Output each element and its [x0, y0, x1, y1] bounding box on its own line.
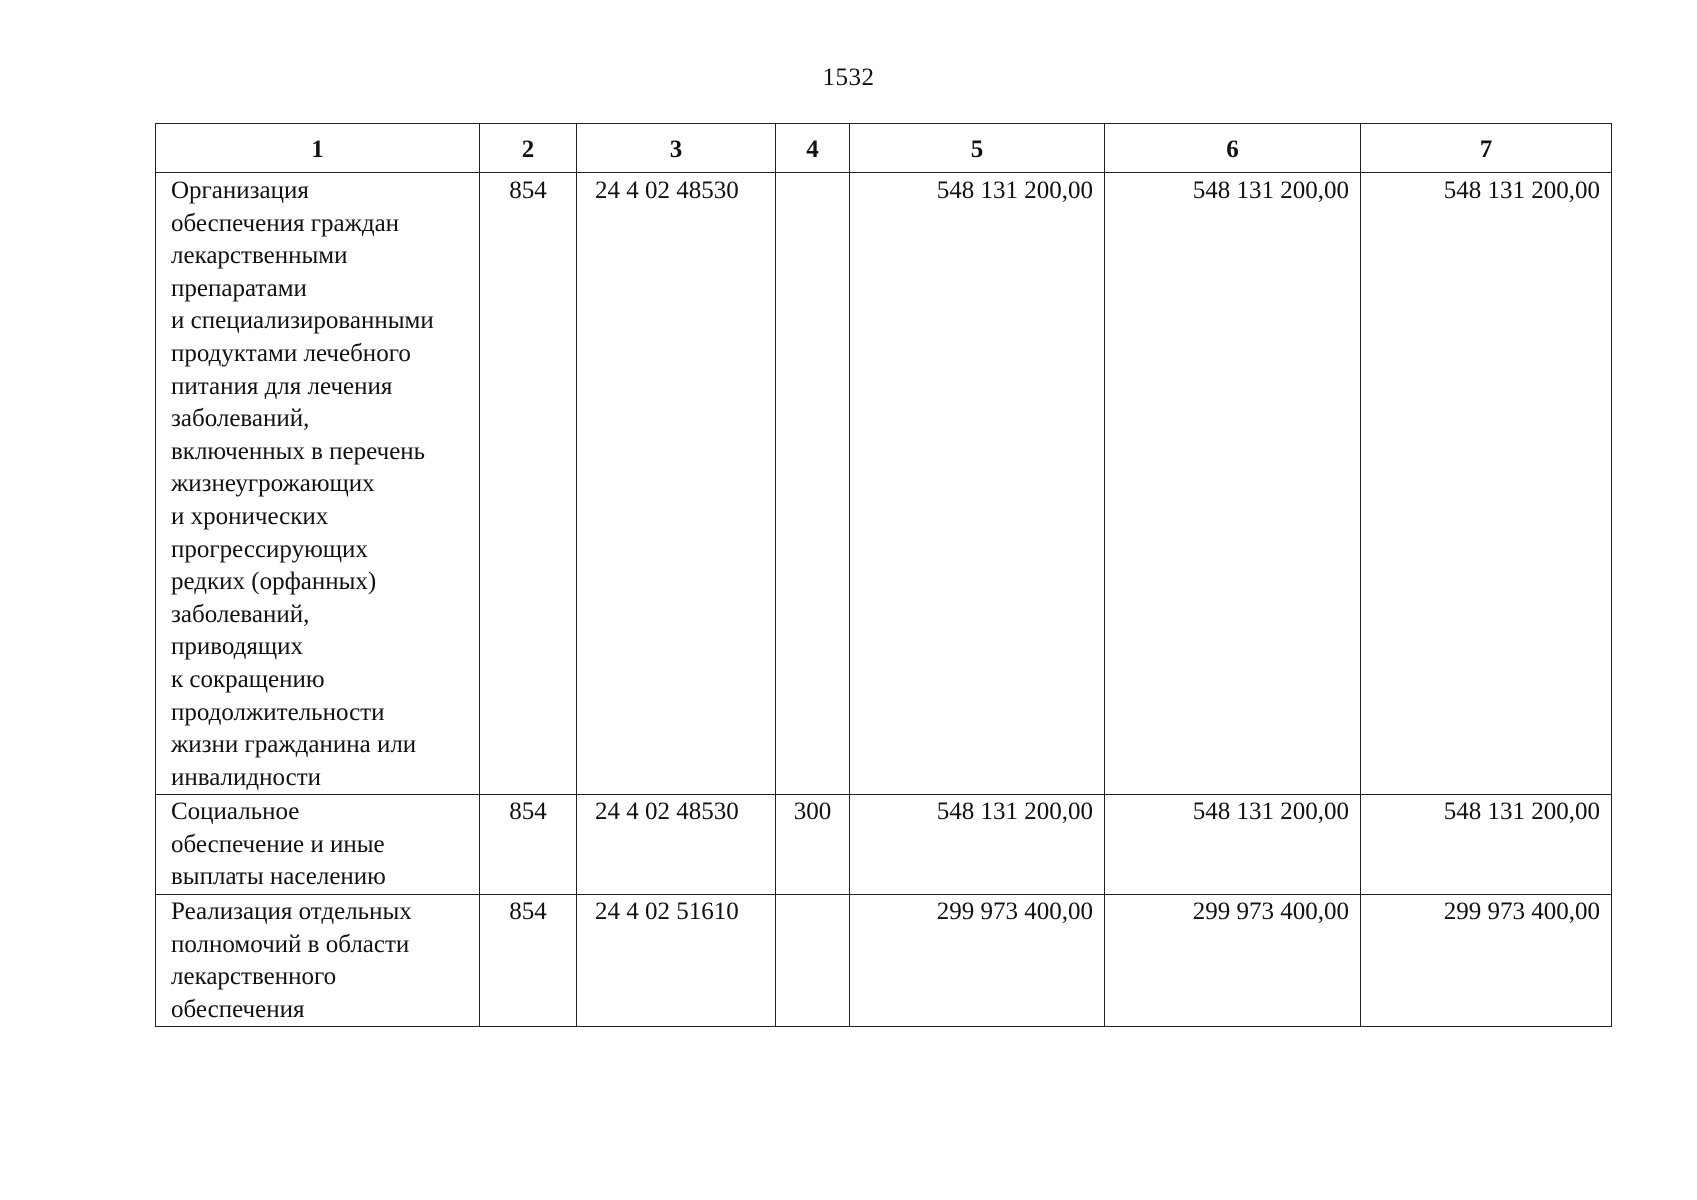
row-amount-col7: 548 131 200,00: [1361, 795, 1612, 895]
row-amount-col5: 299 973 400,00: [850, 895, 1105, 1027]
row-vr-code: 300: [776, 795, 850, 895]
row-kcsr-code: 24 4 02 48530: [577, 173, 776, 795]
row-amount-col6: 548 131 200,00: [1105, 173, 1361, 795]
budget-table: [155, 123, 1612, 1027]
row-name: Организация обеспечения граждан лекарственными препаратами и специализированными продуктами лечебного питания для лечения заболеваний, включенных в перечень жизнеугрожающих и хронических прогрессирующих редких (орфанных) заболеваний, приводящих к сокращению продолжительности жизни гражданина или инвалидности: [156, 173, 480, 795]
row-grbs-code: 854: [480, 895, 577, 1027]
table-row: [156, 795, 1612, 895]
row-name: Социальное обеспечение и иные выплаты населению: [156, 795, 480, 895]
row-kcsr-code: 24 4 02 48530: [577, 795, 776, 895]
row-amount-col5: 548 131 200,00: [850, 173, 1105, 795]
column-header-5: 5: [850, 124, 1105, 173]
row-grbs-code: 854: [480, 795, 577, 895]
row-name: Реализация отдельных полномочий в области лекарственного обеспечения: [156, 895, 480, 1027]
table-header-row: [156, 124, 1612, 173]
row-amount-col5: 548 131 200,00: [850, 795, 1105, 895]
column-header-2: 2: [480, 124, 577, 173]
row-amount-col7: 548 131 200,00: [1361, 173, 1612, 795]
column-header-4: 4: [776, 124, 850, 173]
column-header-7: 7: [1361, 124, 1612, 173]
row-amount-col6: 299 973 400,00: [1105, 895, 1361, 1027]
row-vr-code: [776, 173, 850, 795]
table-row: [156, 173, 1612, 795]
page-number: 1532: [822, 64, 875, 91]
row-kcsr-code: 24 4 02 51610: [577, 895, 776, 1027]
row-amount-col6: 548 131 200,00: [1105, 795, 1361, 895]
row-vr-code: [776, 895, 850, 1027]
column-header-1: 1: [156, 124, 480, 173]
row-amount-col7: 299 973 400,00: [1361, 895, 1612, 1027]
table-row: [156, 895, 1612, 1027]
column-header-6: 6: [1105, 124, 1361, 173]
row-grbs-code: 854: [480, 173, 577, 795]
column-header-3: 3: [577, 124, 776, 173]
